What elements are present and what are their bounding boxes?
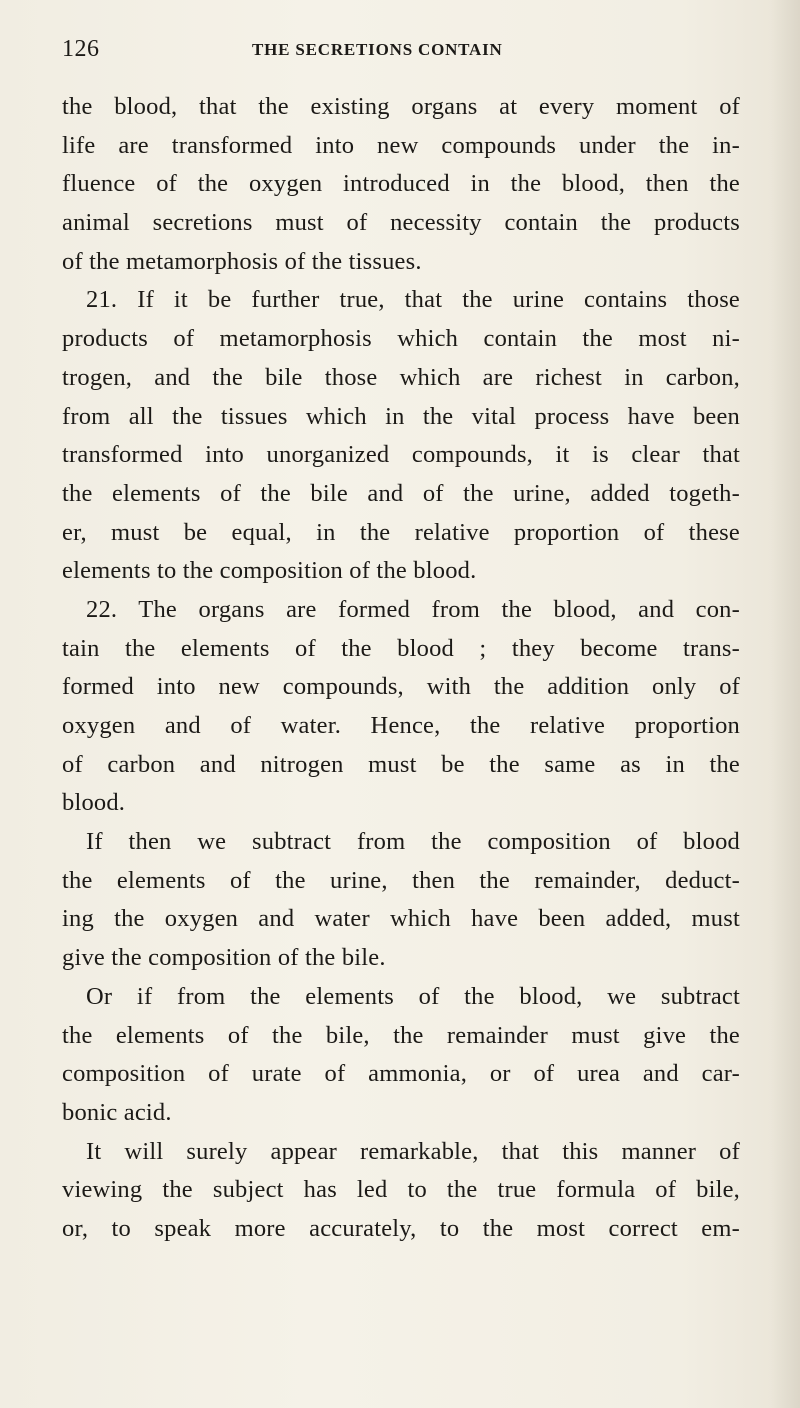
page-header (62, 36, 742, 66)
text-line: 21. If it be further true, that the urine contains those (86, 286, 740, 314)
body-text (62, 88, 740, 1249)
text-line: or, to speak more accurately, to the most correct em- (62, 1214, 740, 1242)
text-line: life are transformed into new compounds under the in- (62, 131, 740, 159)
text-line: animal secretions must of necessity contain the products (62, 209, 740, 237)
text-line: transformed into unorganized compounds, it is clear that (62, 441, 740, 469)
text-line: give the composition of the bile. (62, 944, 386, 972)
text-line: the elements of the urine, then the remainder, deduct- (62, 866, 740, 894)
text-line: the elements of the bile, the remainder must give the (62, 1021, 740, 1049)
text-line: If then we subtract from the composition of blood (86, 828, 740, 856)
text-line: of carbon and nitrogen must be the same as in the (62, 750, 740, 778)
text-line: bonic acid. (62, 1098, 172, 1126)
text-line: oxygen and of water. Hence, the relative proportion (62, 712, 740, 739)
text-line: from all the tissues which in the vital process have been (62, 402, 740, 430)
page-edge-shadow (770, 0, 800, 1408)
text-line: 22. The organs are formed from the blood, and con- (86, 595, 740, 623)
text-line: Or if from the elements of the blood, we subtract (86, 982, 740, 1010)
text-line: the blood, that the existing organs at every moment of (62, 93, 740, 120)
text-line: er, must be equal, in the relative proportion of these (62, 518, 740, 546)
page-number: 126 (62, 36, 100, 62)
text-line: formed into new compounds, with the addition only of (62, 673, 740, 701)
text-line: products of metamorphosis which contain the most ni- (62, 325, 740, 353)
text-line: fluence of the oxygen introduced in the blood, then the (62, 170, 740, 198)
text-line: trogen, and the bile those which are richest in carbon, (62, 363, 740, 391)
text-line: composition of urate of ammonia, or of urea and car- (62, 1060, 740, 1088)
running-head: THE SECRETIONS CONTAIN (252, 40, 503, 59)
text-line: elements to the composition of the blood. (62, 557, 477, 585)
text-line: It will surely appear remarkable, that this manner of (86, 1137, 740, 1165)
text-line: tain the elements of the blood ; they become trans- (62, 634, 740, 662)
text-line: ing the oxygen and water which have been added, must (62, 905, 740, 933)
text-line: the elements of the bile and of the urine, added togeth- (62, 479, 740, 507)
text-line: of the metamorphosis of the tissues. (62, 247, 422, 275)
text-line: blood. (62, 789, 126, 817)
text-line: viewing the subject has led to the true formula of bile, (62, 1176, 740, 1204)
